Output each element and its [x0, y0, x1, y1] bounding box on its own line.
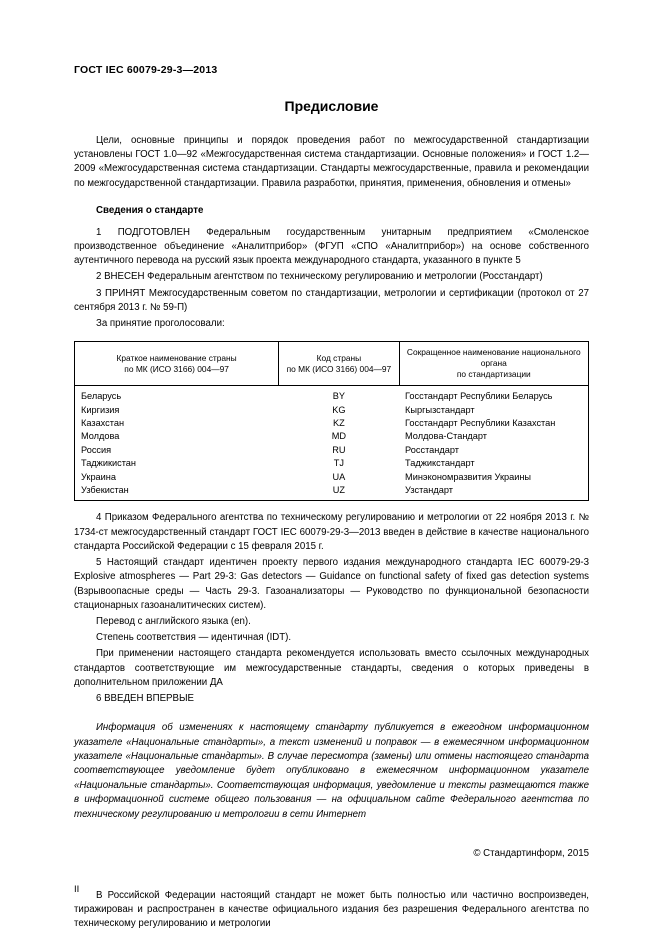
- cell-code: BY: [332, 391, 346, 402]
- table-row: [75, 457, 589, 470]
- page-content: [74, 64, 589, 934]
- column-header-country: Краткое наименование страны по МК (ИСО 3166) 004—97: [75, 342, 279, 386]
- table-row: [75, 443, 589, 456]
- cell-country: Узбекистан: [75, 484, 279, 501]
- clause-6: 6 ВВЕДЕН ВПЕРВЫЕ: [96, 692, 195, 704]
- cell-country: Беларусь: [75, 386, 279, 403]
- reproduction-notice-text: В Российской Федерации настоящий стандарт не может быть полностью или частично воспроизведен, тиражирован и распространен в качестве официального издания без разрешения Федерального агентства по техническому регулированию и метрологии: [74, 889, 589, 930]
- clause-3: 3 ПРИНЯТ Межгосударственным советом по стандартизации, метрологии и сертификации (протокол от 27 сентября 2013 г. № 59-П): [74, 287, 589, 313]
- application-note: При применении настоящего стандарта рекомендуется использовать вместо ссылочных международных стандартов соответствующие им межгосударственные стандарты, сведения о которых приведены в дополнительном приложении ДА: [74, 648, 589, 688]
- table-row: [75, 386, 589, 403]
- cell-organization: Таджикстандарт: [399, 457, 588, 470]
- page-title: Предисловие: [284, 98, 379, 114]
- table-row: [75, 417, 589, 430]
- table-row: [75, 484, 589, 501]
- cell-country: Казахстан: [75, 417, 279, 430]
- clause-4: 4 Приказом Федерального агентства по техническому регулированию и метрологии от 22 ноября 2013 г. № 1734-ст межгосударственный стандарт ГОСТ IEC 60079-29-3—2013 введен в действие в качестве национального стандарта Российской Федерации с 15 февраля 2015 г.: [74, 512, 589, 552]
- cell-country: Россия: [75, 443, 279, 456]
- clause-1: 1 ПОДГОТОВЛЕН Федеральным государственным унитарным предприятием «Смоленское производственное объединение «Аналитприбор» (ФГУП «СПО «Аналитприбор») на основе собственного аутентичного перевода на русский язык проекта международного стандарта, указанного в пункте 5: [74, 226, 589, 267]
- column-header-organization: Сокращенное наименование национального органа по стандартизации: [399, 342, 588, 386]
- cell-code: KZ: [333, 418, 345, 429]
- cell-country: Таджикистан: [75, 457, 279, 470]
- page-number: II: [74, 884, 80, 895]
- reproduction-notice: [74, 889, 589, 932]
- clause-2: 2 ВНЕСЕН Федеральным агентством по техническому регулированию и метрологии (Росстандарт): [96, 271, 543, 283]
- cell-organization: Молдова-Стандарт: [399, 430, 588, 443]
- column-header-code: Код страны по МК (ИСО 3166) 004—97: [279, 342, 399, 386]
- cell-code: UA: [332, 471, 346, 482]
- cell-organization: Минэкономразвития Украины: [399, 470, 588, 483]
- clause-5: 5 Настоящий стандарт идентичен проекту первого издания международного стандарта IEC 60079-29-3 Explosive atmospheres — Part 29-3: Gas detectors — Guidance on functional safety of fixed gas detection systems (Взрывоопасные среды — Часть 29-3. Газоанализаторы — Руководство по функциональной безопасности стационарных газоаналитических систем).: [74, 557, 589, 611]
- cell-country: Киргизия: [75, 403, 279, 416]
- table-row: [75, 470, 589, 483]
- section-heading: Сведения о стандарте: [96, 204, 204, 216]
- cell-organization: Узстандарт: [399, 484, 588, 501]
- table-row: [75, 430, 589, 443]
- cell-organization: Госстандарт Республики Беларусь: [399, 386, 588, 403]
- cell-code: KG: [332, 404, 346, 415]
- table-row: [75, 403, 589, 416]
- cell-organization: Кыргызстандарт: [399, 403, 588, 416]
- document-code: ГОСТ IEC 60079-29-3—2013: [74, 64, 218, 76]
- conformity-note: Степень соответствия — идентичная (IDT).: [96, 632, 292, 644]
- intro-paragraph: Цели, основные принципы и порядок проведения работ по межгосударственной стандартизации установлены ГОСТ 1.0—92 «Межгосударственная система стандартизации. Основные положения» и ГОСТ 1.2—2009 «Межгосударственная система стандартизации. Стандарты межгосударственные, правила и рекомендации по межгосударственной стандартизации. Правила разработки, принятия, применения, обновления и отмены»: [74, 135, 589, 189]
- table-header: [75, 342, 589, 386]
- translation-note: Перевод с английского языка (en).: [96, 615, 251, 627]
- countries-table: [74, 341, 589, 501]
- cell-code: RU: [332, 444, 346, 455]
- cell-country: Украина: [75, 470, 279, 483]
- cell-country: Молдова: [75, 430, 279, 443]
- cell-code: UZ: [279, 484, 399, 501]
- cell-code: TJ: [333, 458, 344, 469]
- change-notice-text: Информация об изменениях к настоящему стандарту публикуется в ежегодном информационном указателе «Национальные стандарты», а текст изменений и поправок — в ежемесячном информационном указателе «Национальные стандарты». В случае пересмотра (замены) или отмены настоящего стандарта соответствующее уведомление будет опубликовано в ежемесячном информационном указателе «Национальные стандарты». Соответствующая информация, уведомление и тексты размещаются также в информационной системе общего пользования — на официальном сайте Федерального агентства по техническому регулированию и метрологии в сети Интернет: [74, 722, 589, 820]
- copyright-line: © Стандартинформ, 2015: [473, 847, 589, 859]
- change-notice: [74, 721, 589, 822]
- cell-organization: Госстандарт Республики Казахстан: [399, 417, 588, 430]
- vote-line: За принятие проголосовали:: [96, 318, 225, 330]
- cell-code: MD: [331, 431, 347, 442]
- table-header-row: [75, 342, 589, 386]
- table-body: [75, 386, 589, 501]
- cell-organization: Росстандарт: [399, 443, 588, 456]
